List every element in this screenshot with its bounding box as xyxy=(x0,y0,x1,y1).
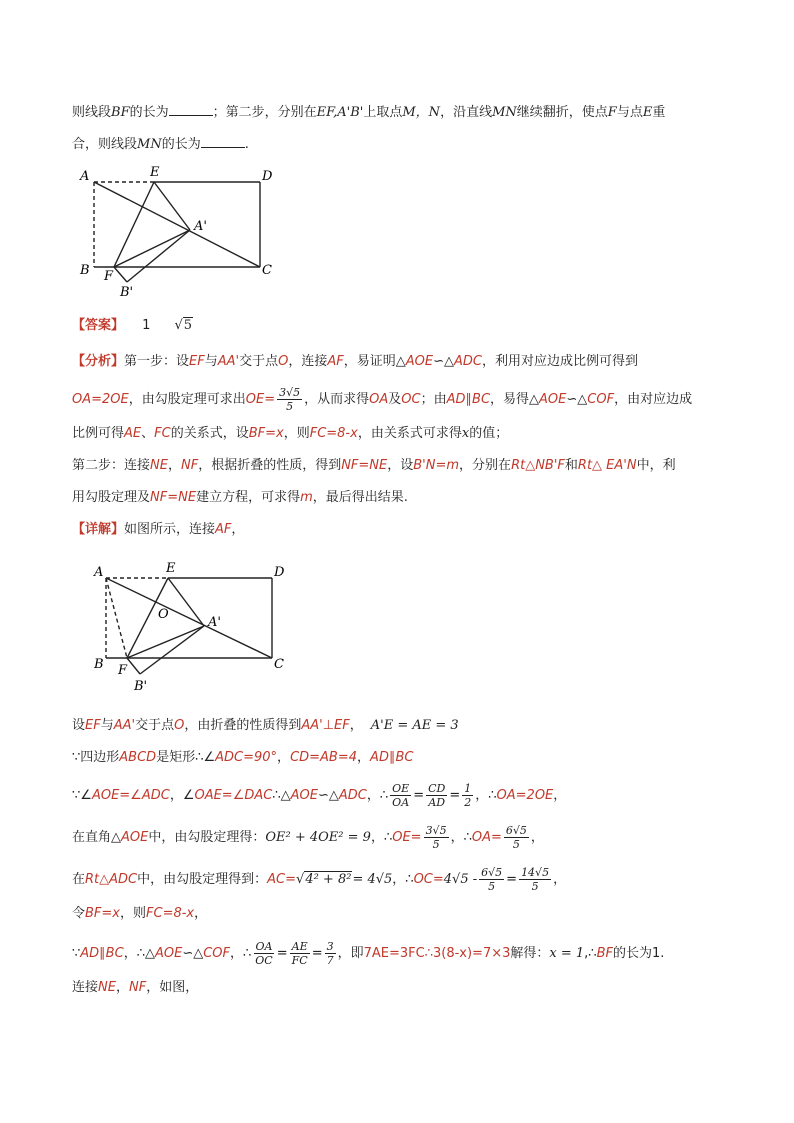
step-3: ∵∠AOE=∠ADC，∠OAE=∠DAC∴△AOE∽△ADC，∴ $\frac{OE}{OA}$ = $\frac{CD}{AD}$ = $\frac{1}{2}$ ，∴OA=2OE， xyxy=(72,782,567,809)
step-4: 在直角△AOE中，由勾股定理得：OE² + 4OE² = 9，∴OE= $\frac{3√5}{5}$ ，∴OA= $\frac{6√5}{5}$ ， xyxy=(72,824,544,851)
label-B-prime: B' xyxy=(134,679,148,694)
step-6: 令BF=x，则FC=8-x， xyxy=(72,906,208,921)
step-1: 设EF与AA'交于点O，由折叠的性质得到AA'⊥EF， A'E = AE = 3 xyxy=(72,718,459,733)
label-D: D xyxy=(262,169,273,184)
blank-1 xyxy=(169,102,213,116)
label-E: E xyxy=(166,561,176,576)
label-B: B xyxy=(80,263,90,278)
analysis-line-4: 第二步：连接NE，NF，根据折叠的性质，得到NF=NE，设B'N=m，分别在Rt△NB'F和Rt△ EA'N中，利 xyxy=(72,458,676,473)
edge-ea xyxy=(154,182,190,230)
diagonal-ac xyxy=(94,182,260,267)
analysis-line-5: 用勾股定理及NF=NE建立方程，可求得m，最后得出结果. xyxy=(72,490,408,505)
edge-ba xyxy=(140,626,204,674)
step-2: ∵四边形ABCD是矩形∴∠ADC=90°，CD=AB=4，AD∥BC xyxy=(72,750,414,765)
blank-2 xyxy=(201,134,245,148)
label-E: E xyxy=(150,165,160,180)
label-B: B xyxy=(94,657,104,672)
intro-line-2: 合，则线段MN的长为 . xyxy=(72,134,249,155)
label-C: C xyxy=(262,263,272,278)
analysis-line-1: 【分析】第一步：设EF与AA'交于点O，连接AF，易证明△AOE∽△ADC，利用对应边成比例可得到 xyxy=(72,354,638,369)
label-F: F xyxy=(118,663,128,678)
label-D: D xyxy=(274,565,285,580)
label-B-prime: B' xyxy=(120,285,134,300)
edge-fa xyxy=(127,626,204,658)
label-O: O xyxy=(158,607,169,622)
step-8: 连接NE，NF，如图， xyxy=(72,980,199,995)
label-F: F xyxy=(104,269,114,284)
diagonal-ac xyxy=(106,578,272,658)
figure-2 xyxy=(72,556,302,696)
figure-1 xyxy=(72,162,292,302)
edge-fb xyxy=(127,658,140,674)
intro-line-1: 则线段BF的长为 ；第二步，分别在EF,A'B'上取点M，N，沿直线MN继续翻折，使点F与点E重 xyxy=(72,102,665,123)
label-A: A xyxy=(80,169,90,184)
detail-heading: 【详解】如图所示，连接AF， xyxy=(72,522,245,537)
label-A: A xyxy=(94,565,104,580)
step-5: 在Rt△ADC中，由勾股定理得到：AC=√4² + 8²= 4√5，∴OC=4√5 - $\frac{6√5}{5}$ = $\frac{14√5}{5}$ ， xyxy=(72,866,567,893)
label-C: C xyxy=(274,657,284,672)
answer-line: 【答案】 1 √5 xyxy=(72,318,193,333)
analysis-line-3: 比例可得AE、FC的关系式，设BF=x，则FC=8-x，由关系式可求得x的值； xyxy=(72,426,509,441)
analysis-line-2: OA=2OE，由勾股定理可求出OE= $\frac{3√5}{5}$ ，从而求得OA及OC；由AD∥BC，易得△AOE∽△COF，由对应边成 xyxy=(72,386,693,413)
segment-af-dashed xyxy=(106,578,127,658)
label-A-prime: A' xyxy=(194,219,207,234)
step-7: ∵AD∥BC，∴△AOE∽△COF，∴ $\frac{OA}{OC}$ = $\frac{AE}{FC}$ = $\frac{3}{7}$ ，即7AE=3FC∴3(8-x)=7×3解得：x = 1,∴BF的长为1. xyxy=(72,940,665,967)
edge-ea xyxy=(168,578,204,626)
edge-fb xyxy=(114,267,127,282)
label-A-prime: A' xyxy=(208,615,221,630)
